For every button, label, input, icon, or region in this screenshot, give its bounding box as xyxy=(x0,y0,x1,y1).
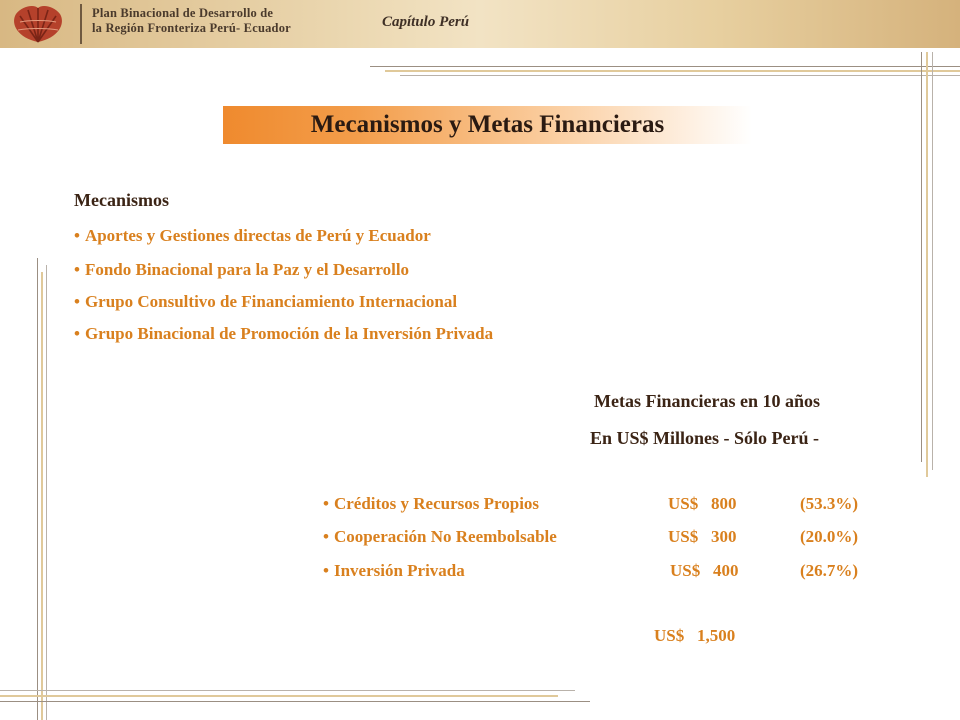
mechanism-item xyxy=(74,292,457,312)
mechanism-item xyxy=(74,260,409,280)
goal-item-label-row xyxy=(323,494,539,514)
bullet-icon: • xyxy=(74,226,80,245)
frame-line-bottom-3 xyxy=(0,701,590,702)
bullet-icon: • xyxy=(74,260,80,279)
mechanism-item-label: Fondo Binacional para la Paz y el Desarrollo xyxy=(84,260,410,279)
mechanism-item-label: Grupo Binacional de Promoción de la Inversión Privada xyxy=(84,324,494,343)
frame-line-left-2 xyxy=(41,272,43,720)
frame-line-left-1 xyxy=(37,258,38,720)
goal-item-label: Créditos y Recursos Propios xyxy=(333,494,540,513)
frame-line-top-1 xyxy=(370,66,960,67)
goal-item-percent: (53.3%) xyxy=(800,494,859,513)
goal-item-label: Inversión Privada xyxy=(333,561,465,580)
mechanism-item xyxy=(74,324,493,344)
goal-item-percent: (20.0%) xyxy=(800,527,859,546)
goal-item-percent: (26.7%) xyxy=(800,561,859,580)
mechanisms-heading: Mecanismos xyxy=(74,190,169,210)
goal-item-amount: US$ 800 xyxy=(668,494,737,513)
frame-line-top-3 xyxy=(400,75,960,76)
goal-item-label: Cooperación No Reembolsable xyxy=(333,527,557,546)
mechanism-item-label: Aportes y Gestiones directas de Perú y Ecuador xyxy=(84,226,431,245)
frame-line-right-2 xyxy=(926,52,928,477)
bullet-icon: • xyxy=(74,324,80,343)
goal-item-amount: US$ 300 xyxy=(668,527,737,546)
mechanism-item-label: Grupo Consultivo de Financiamiento Internacional xyxy=(84,292,458,311)
goal-item-label-row xyxy=(323,527,557,547)
bullet-icon: • xyxy=(323,494,329,513)
frame-line-top-2 xyxy=(385,70,960,72)
goals-subheading: En US$ Millones - Sólo Perú - xyxy=(590,428,820,448)
goal-item-amount: US$ 400 xyxy=(670,561,739,580)
bullet-icon: • xyxy=(74,292,80,311)
bullet-icon: • xyxy=(323,561,329,580)
header-banner xyxy=(0,0,960,48)
header-title-line1: Plan Binacional de Desarrollo de xyxy=(92,6,274,20)
goals-heading: Metas Financieras en 10 años xyxy=(594,391,820,411)
frame-line-bottom-2 xyxy=(0,695,558,697)
header-title xyxy=(92,6,362,36)
goals-total: US$ 1,500 xyxy=(654,626,736,645)
header-divider xyxy=(80,4,82,44)
header-chapter: Capítulo Perú xyxy=(382,14,470,30)
goal-item-label-row xyxy=(323,561,465,581)
spondylus-shell-icon xyxy=(6,2,70,46)
header-title-line2: la Región Fronteriza Perú- Ecuador xyxy=(92,21,291,35)
bullet-icon: • xyxy=(323,527,329,546)
frame-line-bottom-1 xyxy=(0,690,575,691)
frame-line-left-3 xyxy=(46,265,47,720)
mechanism-item xyxy=(74,226,431,246)
page-title: Mecanismos y Metas Financieras xyxy=(310,111,665,138)
frame-line-right-1 xyxy=(921,52,922,462)
frame-line-right-3 xyxy=(932,52,933,470)
